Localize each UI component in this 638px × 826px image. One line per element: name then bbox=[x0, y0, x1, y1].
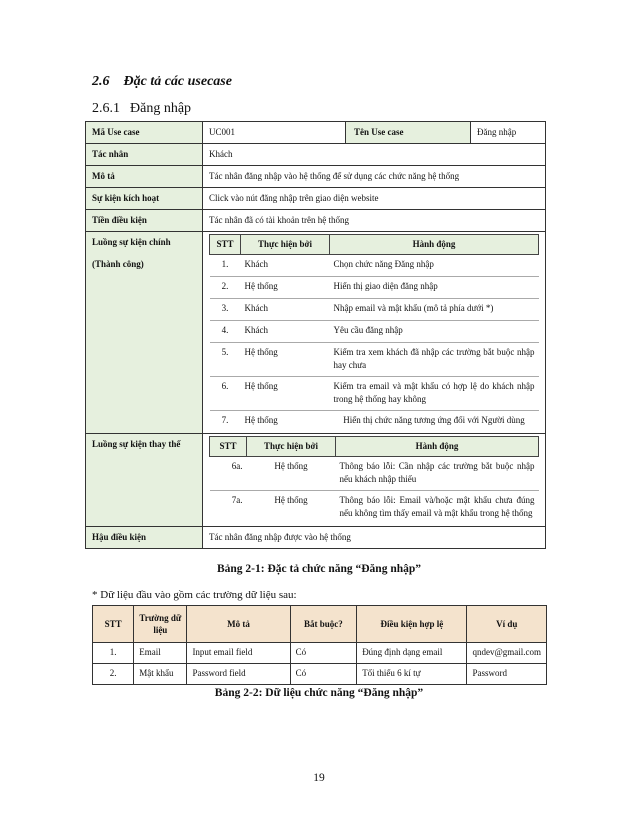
step-actor: Khách bbox=[241, 321, 330, 343]
step-action: Hiển thị chức năng tương ứng đối với Người dùng bbox=[343, 415, 525, 425]
subsection-title: Đăng nhập bbox=[130, 101, 192, 116]
header-field: Trường dữ liệu bbox=[134, 606, 187, 643]
step-actor: Khách bbox=[241, 299, 330, 321]
section-heading bbox=[92, 74, 232, 90]
step-actor: Hệ thống bbox=[241, 377, 330, 411]
main-flow-header-stt: STT bbox=[210, 235, 241, 255]
main-flow-step bbox=[210, 377, 539, 411]
header-stt: STT bbox=[93, 606, 134, 643]
main-flow-label-cell bbox=[86, 232, 203, 434]
ma-use-case-value: UC001 bbox=[203, 122, 346, 144]
alt-flow-header-actor: Thực hiện bởi bbox=[247, 436, 336, 456]
main-flow-header bbox=[210, 235, 539, 255]
step-number: 1. bbox=[210, 255, 241, 277]
step-action: Hiển thị giao diện đăng nhập bbox=[330, 277, 539, 299]
step-number: 7. bbox=[221, 415, 229, 425]
tien-dieu-kien-label: Tiền điều kiện bbox=[86, 210, 203, 232]
data-table-header bbox=[93, 606, 547, 643]
cell-desc: Password field bbox=[187, 664, 290, 685]
alt-flow-header bbox=[210, 436, 539, 456]
step-action: Kiểm tra email và mật khẩu có hợp lệ do khách nhập trong hệ thống hay không bbox=[330, 377, 539, 411]
tac-nhan-value: Khách bbox=[203, 144, 546, 166]
su-kien-label: Sự kiện kích hoạt bbox=[86, 188, 203, 210]
alt-step-action: Thông báo lỗi: Cần nhập các trường bắt buộc nhập nếu khách nhập thiếu bbox=[336, 456, 539, 490]
step-number: 6. bbox=[210, 377, 241, 411]
main-flow-step bbox=[210, 411, 539, 433]
step-action: Nhập email và mật khẩu (mô tả phía dưới *) bbox=[330, 299, 539, 321]
header-example: Ví dụ bbox=[467, 606, 547, 643]
step-actor: Hệ thống bbox=[241, 277, 330, 299]
alt-flow-step bbox=[210, 490, 539, 524]
page-number: 19 bbox=[313, 772, 325, 784]
hau-dieu-kien-row bbox=[86, 527, 546, 549]
cell-example: qndev@gmail.com bbox=[467, 643, 547, 664]
usecase-spec-table bbox=[85, 121, 546, 549]
cell-desc: Input email field bbox=[187, 643, 290, 664]
cell-required: Có bbox=[290, 643, 357, 664]
alt-step-number: 6a. bbox=[210, 456, 247, 490]
main-flow-sublabel: (Thành công) bbox=[92, 259, 144, 269]
usecase-id-row bbox=[86, 122, 546, 144]
step-number: 2. bbox=[210, 277, 241, 299]
step-actor: Khách bbox=[241, 255, 330, 277]
main-flow-header-actor: Thực hiện bởi bbox=[241, 235, 330, 255]
hau-dieu-kien-value: Tác nhân đăng nhập được vào hệ thống bbox=[203, 527, 546, 549]
main-flow-cell bbox=[203, 232, 546, 434]
main-flow-table bbox=[209, 234, 539, 433]
main-flow-step bbox=[210, 343, 539, 377]
ma-use-case-label: Mã Use case bbox=[86, 122, 203, 144]
cell-example: Password bbox=[467, 664, 547, 685]
step-action: Chọn chức năng Đăng nhập bbox=[330, 255, 539, 277]
alt-flow-step bbox=[210, 456, 539, 490]
ten-use-case-value: Đăng nhập bbox=[471, 122, 546, 144]
mo-ta-label: Mô tả bbox=[86, 166, 203, 188]
hau-dieu-kien-label: Hậu điều kiện bbox=[86, 527, 203, 549]
step-number: 5. bbox=[210, 343, 241, 377]
alt-flow-header-action: Hành động bbox=[336, 436, 539, 456]
alt-flow-header-stt: STT bbox=[210, 436, 247, 456]
ten-use-case-label: Tên Use case bbox=[346, 122, 471, 144]
subsection-number: 2.6.1 bbox=[92, 101, 120, 116]
step-actor: Hệ thống bbox=[244, 415, 278, 425]
cell-field: Mật khẩu bbox=[134, 664, 187, 685]
alt-flow-label: Luồng sự kiện thay thế bbox=[86, 433, 203, 527]
header-condition: Điều kiện hợp lệ bbox=[357, 606, 467, 643]
mo-ta-value: Tác nhân đăng nhập vào hệ thống để sử dụng các chức năng hệ thống bbox=[203, 166, 546, 188]
su-kien-row bbox=[86, 188, 546, 210]
cell-condition: Đúng định dạng email bbox=[357, 643, 467, 664]
subsection-heading bbox=[92, 101, 191, 117]
alt-step-actor: Hệ thống bbox=[274, 494, 308, 505]
section-title: Đặc tả các usecase bbox=[123, 74, 232, 89]
alt-flow-cell bbox=[203, 433, 546, 527]
alt-step-action: Thông báo lỗi: Email và/hoặc mật khẩu chưa đúng nếu không tìm thấy email và mật khẩu trong hệ thống bbox=[339, 494, 535, 518]
tien-dieu-kien-value: Tác nhân đã có tài khoản trên hệ thống bbox=[203, 210, 546, 232]
alt-flow-row bbox=[86, 433, 546, 527]
cell-condition: Tối thiểu 6 kí tự bbox=[357, 664, 467, 685]
main-flow-row bbox=[86, 232, 546, 434]
data-fields-table bbox=[92, 605, 547, 685]
tien-dieu-kien-row bbox=[86, 210, 546, 232]
header-desc: Mô tả bbox=[187, 606, 290, 643]
main-flow-header-action: Hành động bbox=[330, 235, 539, 255]
table-caption-2: Bảng 2-2: Dữ liệu chức năng “Đăng nhập” bbox=[214, 687, 424, 699]
table-caption-1: Bảng 2-1: Đặc tả chức năng “Đăng nhập” bbox=[216, 563, 422, 575]
tac-nhan-label: Tác nhân bbox=[86, 144, 203, 166]
step-number: 3. bbox=[210, 299, 241, 321]
cell-field: Email bbox=[134, 643, 187, 664]
cell-stt: 1. bbox=[93, 643, 134, 664]
main-flow-label: Luồng sự kiện chính bbox=[92, 237, 171, 247]
alt-step-number: 7a. bbox=[231, 494, 243, 505]
tac-nhan-row bbox=[86, 144, 546, 166]
data-table-row bbox=[93, 643, 547, 664]
cell-stt: 2. bbox=[93, 664, 134, 685]
data-fields-note: * Dữ liệu đầu vào gồm các trường dữ liệu sau: bbox=[92, 589, 297, 601]
data-table-row bbox=[93, 664, 547, 685]
cell-required: Có bbox=[290, 664, 357, 685]
main-flow-step bbox=[210, 299, 539, 321]
main-flow-step bbox=[210, 255, 539, 277]
step-action: Kiểm tra xem khách đã nhập các trường bắt buộc nhập hay chưa bbox=[330, 343, 539, 377]
alt-step-actor: Hệ thống bbox=[247, 456, 336, 490]
mo-ta-row bbox=[86, 166, 546, 188]
alt-flow-table bbox=[209, 436, 539, 525]
main-flow-step bbox=[210, 321, 539, 343]
su-kien-value: Click vào nút đăng nhập trên giao diện website bbox=[203, 188, 546, 210]
section-number: 2.6 bbox=[92, 74, 110, 89]
step-actor: Hệ thống bbox=[241, 343, 330, 377]
header-required: Bắt buộc? bbox=[290, 606, 357, 643]
step-action: Yêu cầu đăng nhập bbox=[330, 321, 539, 343]
main-flow-step bbox=[210, 277, 539, 299]
step-number: 4. bbox=[210, 321, 241, 343]
